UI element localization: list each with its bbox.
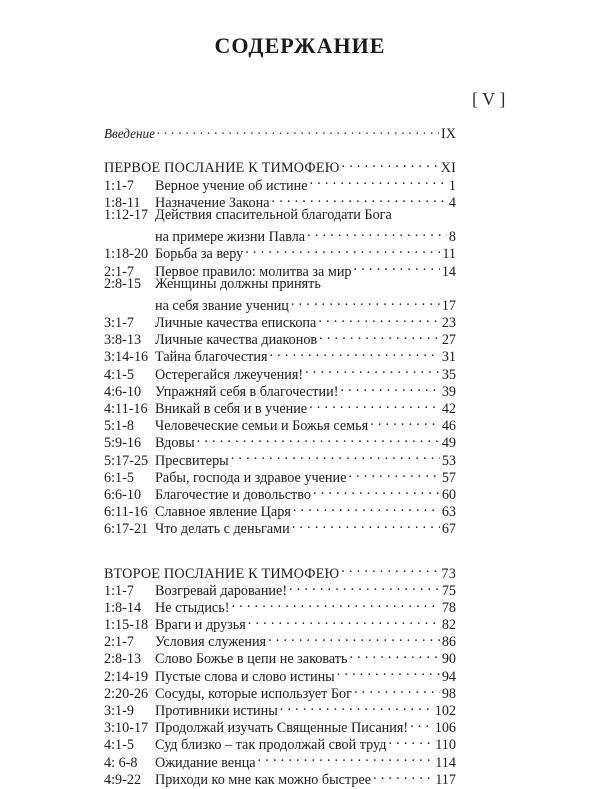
entry-title: Вникай в себя и в учение xyxy=(155,401,308,417)
entry-title: Рабы, господа и здравое учение xyxy=(155,469,347,486)
entry-ref: 4: 6-8 xyxy=(104,754,138,771)
entry-title: Остерегайся лжеучения! xyxy=(155,366,304,383)
entry-page: 35 xyxy=(441,366,456,383)
entry-title: Приходи ко мне как можно быстрее xyxy=(155,771,372,788)
entry-ref: 1:15-18 xyxy=(104,617,149,634)
toc-entry[interactable] xyxy=(104,681,456,702)
entry-ref: 2:14-19 xyxy=(104,668,149,685)
leader-dots xyxy=(272,190,447,207)
entry-title: Человеческие семьи и Божья семья xyxy=(155,418,369,435)
entry-title: Личные качества диаконов xyxy=(155,332,318,349)
toc-section-second-timothy xyxy=(104,560,456,788)
toc-entry[interactable] xyxy=(104,732,456,754)
entry-ref: 3:10-17 xyxy=(104,720,149,737)
entry-title: Продолжай изучать Священные Писания! xyxy=(155,720,409,737)
section-page: XI xyxy=(440,160,456,177)
entry-page: 49 xyxy=(441,435,456,452)
leader-dots xyxy=(258,749,434,766)
entry-page: 4 xyxy=(448,194,456,211)
toc-section-first-timothy xyxy=(104,155,456,538)
toc-entry[interactable] xyxy=(104,767,456,788)
toc-entry[interactable] xyxy=(104,578,456,599)
entry-ref: 5:9-16 xyxy=(104,435,142,452)
leader-dots xyxy=(388,732,433,749)
leader-dots xyxy=(293,499,440,516)
leader-dots xyxy=(354,681,440,698)
entry-ref: 1:8-14 xyxy=(104,599,142,616)
entry-page: 110 xyxy=(435,737,456,754)
leader-dots xyxy=(354,258,440,275)
toc-entry[interactable] xyxy=(104,663,456,685)
page-title: СОДЕРЖАНИЕ xyxy=(214,33,386,58)
entry-title: Борьба за веру xyxy=(155,246,244,263)
entry-page: 102 xyxy=(434,703,456,719)
entry-title: Пустые слова и слово истины xyxy=(155,668,335,685)
entry-title: Возгревай дарование! xyxy=(155,582,288,599)
entry-ref: 1:1-7 xyxy=(104,582,134,599)
toc-entry[interactable] xyxy=(104,482,456,503)
leader-dots xyxy=(310,172,447,189)
entry-ref: 3:8-13 xyxy=(104,332,142,349)
entry-title: Условия служения xyxy=(155,634,267,651)
leader-dots xyxy=(292,516,440,533)
toc-entry[interactable] xyxy=(104,379,456,400)
toc-entry[interactable] xyxy=(104,499,456,521)
entry-ref: 5:1-8 xyxy=(104,418,134,435)
entry-ref: 4:1-5 xyxy=(104,737,134,754)
entry-ref: 6:6-10 xyxy=(104,486,142,503)
leader-dots xyxy=(319,327,440,344)
entry-page: 17 xyxy=(441,297,456,314)
leader-dots xyxy=(157,121,439,138)
leader-dots xyxy=(313,482,440,499)
entry-ref: 6:11-16 xyxy=(104,504,148,521)
entry-title: Не стыдись! xyxy=(155,599,230,616)
entry-page: 90 xyxy=(441,651,456,668)
entry-page: 42 xyxy=(441,401,456,417)
entry-title-continued: на примере жизни Павла xyxy=(155,229,306,246)
entry-page: 27 xyxy=(441,332,456,349)
entry-ref: 2:1-7 xyxy=(104,263,134,280)
leader-dots xyxy=(231,595,439,612)
entry-ref: 5:17-25 xyxy=(104,452,149,469)
toc-entry[interactable] xyxy=(104,275,456,314)
entry-ref: 1:8-11 xyxy=(104,194,141,211)
entry-page: 39 xyxy=(441,383,456,400)
leader-dots xyxy=(245,241,440,258)
toc-entry[interactable] xyxy=(104,206,456,246)
entry-page: 106 xyxy=(434,720,456,737)
entry-ref: 3:1-9 xyxy=(104,703,134,719)
leader-dots xyxy=(340,379,439,396)
leader-dots xyxy=(341,560,439,577)
entry-title: Суд близко – так продолжай свой труд xyxy=(155,737,387,754)
section-title: ВТОРОЕ ПОСЛАНИЕ К ТИМОФЕЮ xyxy=(104,565,340,582)
page-number-marker: [ V ] xyxy=(472,89,506,109)
entry-page: 117 xyxy=(435,771,456,788)
toc-entry[interactable] xyxy=(104,629,456,651)
entry-ref: 6:17-21 xyxy=(104,521,149,538)
leader-dots xyxy=(269,344,439,361)
entry-ref: 2:1-7 xyxy=(104,634,134,651)
toc-entry[interactable] xyxy=(104,190,456,211)
entry-page: 53 xyxy=(441,452,456,469)
entry-title: Личные качества епископа xyxy=(155,315,317,332)
entry-page: 82 xyxy=(441,617,456,634)
leader-dots xyxy=(248,612,440,629)
entry-title: Что делать с деньгами xyxy=(155,521,290,538)
entry-page: 23 xyxy=(441,315,456,332)
leader-dots xyxy=(309,396,440,413)
entry-title: Пресвитеры xyxy=(155,452,229,469)
leader-dots xyxy=(307,224,447,241)
entry-title: Упражняй себя в благочестии! xyxy=(155,383,339,400)
toc-intro-page: IX xyxy=(441,126,456,143)
entry-ref: 2:20-26 xyxy=(104,685,149,702)
leader-dots xyxy=(349,646,439,663)
toc-entry[interactable] xyxy=(104,361,456,383)
entry-page: 11 xyxy=(442,246,456,263)
entry-title-continued: на себя звание учениц xyxy=(155,297,289,314)
entry-page: 86 xyxy=(441,634,456,651)
toc-intro-label: Введение xyxy=(104,126,155,142)
toc-entry[interactable] xyxy=(104,715,456,737)
entry-title: Враги и друзья xyxy=(155,617,246,634)
entry-page: 31 xyxy=(441,349,456,366)
toc-entry[interactable] xyxy=(104,310,456,332)
toc-intro-row[interactable] xyxy=(104,121,456,143)
leader-dots xyxy=(280,698,433,715)
entry-title: Сосуды, которые использует Бог xyxy=(155,685,352,702)
entry-ref: 1:18-20 xyxy=(104,246,149,263)
toc-entry[interactable] xyxy=(104,172,456,194)
leader-dots xyxy=(337,663,440,680)
entry-page: 60 xyxy=(441,486,456,503)
toc-entry[interactable] xyxy=(104,516,456,538)
entry-title: Ожидание венца xyxy=(155,754,256,771)
leader-dots xyxy=(348,465,439,482)
entry-page: 78 xyxy=(441,599,456,616)
toc-entry[interactable] xyxy=(104,258,456,280)
entry-page: 1 xyxy=(448,177,456,194)
toc-section-heading[interactable] xyxy=(104,560,456,582)
entry-ref: 3:1-7 xyxy=(104,315,134,332)
entry-title: Назначение Закона xyxy=(155,194,270,211)
table-of-contents xyxy=(104,121,456,788)
toc-entry[interactable] xyxy=(104,749,456,771)
entry-ref: 6:1-5 xyxy=(104,469,134,486)
toc-section-heading[interactable] xyxy=(104,155,456,177)
entry-ref: 2:8-13 xyxy=(104,651,142,668)
toc-entry[interactable] xyxy=(104,413,456,435)
leader-dots xyxy=(268,629,440,646)
toc-entry[interactable] xyxy=(104,344,456,366)
entry-ref: 1:1-7 xyxy=(104,177,134,194)
entry-ref: 3:14-16 xyxy=(104,349,149,366)
entry-page: 98 xyxy=(441,685,456,702)
leader-dots xyxy=(197,430,440,447)
entry-title: Противники истины xyxy=(155,703,278,719)
entry-page: 114 xyxy=(435,754,456,771)
entry-page: 14 xyxy=(441,263,456,280)
entry-ref: 4:11-16 xyxy=(104,401,148,417)
toc-entry[interactable] xyxy=(104,447,456,469)
section-page: 73 xyxy=(441,565,456,582)
leader-dots xyxy=(318,310,440,327)
entry-page: 46 xyxy=(441,418,456,435)
leader-dots xyxy=(291,293,440,310)
entry-page: 94 xyxy=(441,668,456,685)
toc-entry[interactable] xyxy=(104,612,456,634)
entry-title: Женщины должны принять xyxy=(155,275,321,292)
toc-entry[interactable] xyxy=(104,698,456,719)
toc-entry[interactable] xyxy=(104,646,456,668)
entry-title: Славное явление Царя xyxy=(155,504,291,521)
leader-dots xyxy=(410,715,433,732)
entry-page: 67 xyxy=(441,521,456,538)
leader-dots xyxy=(231,447,440,464)
toc-entry[interactable] xyxy=(104,241,456,263)
entry-ref: 4:6-10 xyxy=(104,383,142,400)
entry-ref: 2:8-15 xyxy=(104,275,142,292)
entry-title: Действия спасительной благодати Бога xyxy=(155,206,392,223)
leader-dots xyxy=(342,155,439,172)
entry-page: 75 xyxy=(441,582,456,599)
entry-title: Слово Божье в цепи не заковать xyxy=(155,651,348,668)
entry-ref: 4:1-5 xyxy=(104,366,134,383)
section-title: ПЕРВОЕ ПОСЛАНИЕ К ТИМОФЕЮ xyxy=(104,160,340,177)
leader-dots xyxy=(289,578,440,595)
entry-title: Тайна благочестия xyxy=(155,349,268,366)
entry-ref: 1:12-17 xyxy=(104,206,149,223)
entry-ref: 4:9-22 xyxy=(104,771,142,788)
entry-page: 63 xyxy=(441,504,456,521)
entry-title: Вдовы xyxy=(155,435,195,452)
leader-dots xyxy=(370,413,440,430)
toc-entry[interactable] xyxy=(104,327,456,349)
toc-entry[interactable] xyxy=(104,396,456,417)
leader-dots xyxy=(305,361,440,378)
entry-title: Благочестие и довольство xyxy=(155,486,311,503)
entry-page: 57 xyxy=(441,469,456,486)
entry-title: Верное учение об истине xyxy=(155,177,308,194)
entry-page: 8 xyxy=(448,229,456,246)
entry-title: Первое правило: молитва за мир xyxy=(155,263,352,280)
leader-dots xyxy=(373,767,433,784)
toc-entry[interactable] xyxy=(104,430,456,452)
toc-entry[interactable] xyxy=(104,595,456,616)
toc-entry[interactable] xyxy=(104,465,456,486)
